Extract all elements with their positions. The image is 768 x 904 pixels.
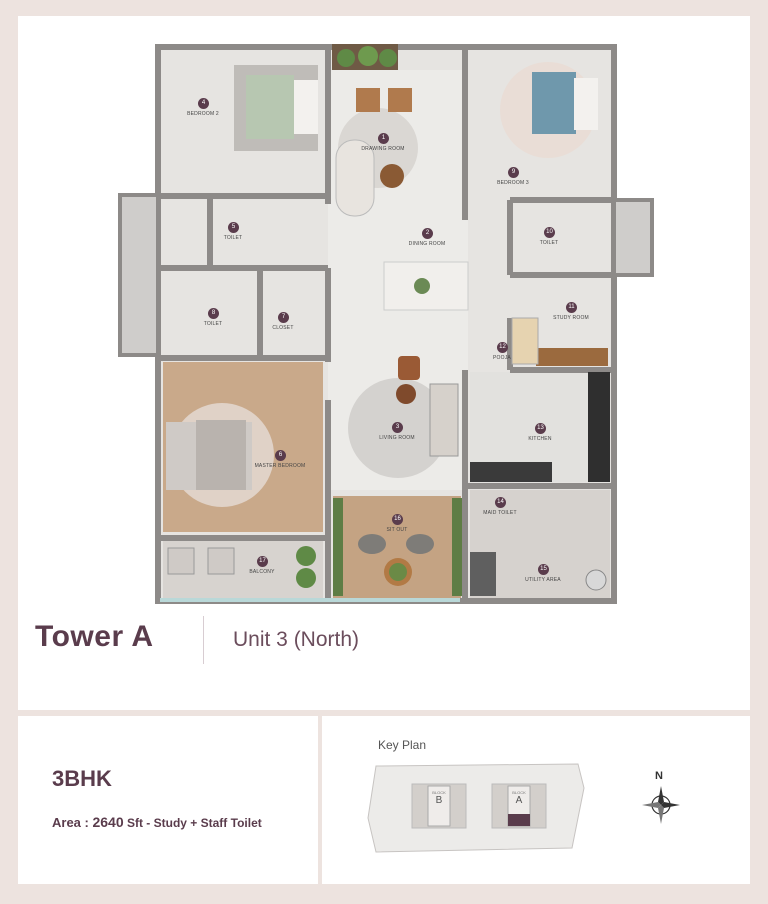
room-name-label: STUDY ROOM [553, 315, 589, 321]
room-name-label: POOJA [493, 355, 511, 361]
block-a-letter: A [515, 795, 523, 806]
room-name-label: SIT OUT [386, 527, 408, 533]
room-name-label: BEDROOM 3 [497, 180, 529, 186]
room-number-badge: 17 [257, 556, 268, 567]
room-number-badge: 15 [538, 564, 549, 575]
block-b-caption: BLOCK [432, 790, 446, 795]
room-name-label: BEDROOM 2 [187, 111, 219, 117]
room-name-label: UTILITY AREA [525, 577, 561, 583]
room-number-badge: 16 [392, 514, 403, 525]
room-number-badge: 4 [198, 98, 209, 109]
area-prefix: Area : [52, 815, 93, 830]
room-number-badge: 11 [566, 302, 577, 313]
room-number-badge: 7 [278, 312, 289, 323]
room-number-badge: 10 [544, 227, 555, 238]
room-number-badge: 8 [208, 308, 219, 319]
unit-details-card [18, 716, 318, 884]
room-name-label: TOILET [223, 235, 243, 241]
title-divider [203, 616, 204, 664]
room-number-badge: 14 [495, 497, 506, 508]
unit-title: Unit 3 (North) [233, 628, 360, 651]
room-number-badge: 1 [378, 133, 389, 144]
room-name-label: DINING ROOM [408, 241, 446, 247]
room-name-label: MAID TOILET [483, 510, 517, 516]
room-number-badge: 13 [535, 423, 546, 434]
room-name-label: MASTER BEDROOM [254, 463, 306, 469]
room-number-badge: 9 [508, 167, 519, 178]
area-value: 2640 [92, 814, 124, 830]
key-plan-card [322, 716, 750, 884]
area-line [52, 814, 262, 830]
room-name-label: CLOSET [272, 325, 294, 331]
block-b-letter: B [435, 795, 443, 806]
unit-type: 3BHK [52, 766, 112, 791]
room-number-badge: 12 [497, 342, 508, 353]
area-suffix: Sft - Study + Staff Toilet [123, 816, 262, 830]
block-a-caption: BLOCK [512, 790, 526, 795]
key-plan-map [362, 758, 602, 858]
compass-icon [640, 784, 682, 826]
room-name-label: TOILET [203, 321, 223, 327]
north-label: N [655, 770, 663, 782]
room-number-badge: 6 [275, 450, 286, 461]
room-name-label: LIVING ROOM [379, 435, 415, 441]
room-name-label: KITCHEN [528, 436, 552, 442]
key-plan-label: Key Plan [378, 738, 427, 752]
room-name-label: DRAWING ROOM [361, 146, 405, 152]
room-number-badge: 3 [392, 422, 403, 433]
room-number-badge: 5 [228, 222, 239, 233]
room-number-badge: 2 [422, 228, 433, 239]
room-name-label: TOILET [539, 240, 559, 246]
room-name-label: BALCONY [249, 569, 275, 575]
tower-title: Tower A [35, 620, 154, 653]
